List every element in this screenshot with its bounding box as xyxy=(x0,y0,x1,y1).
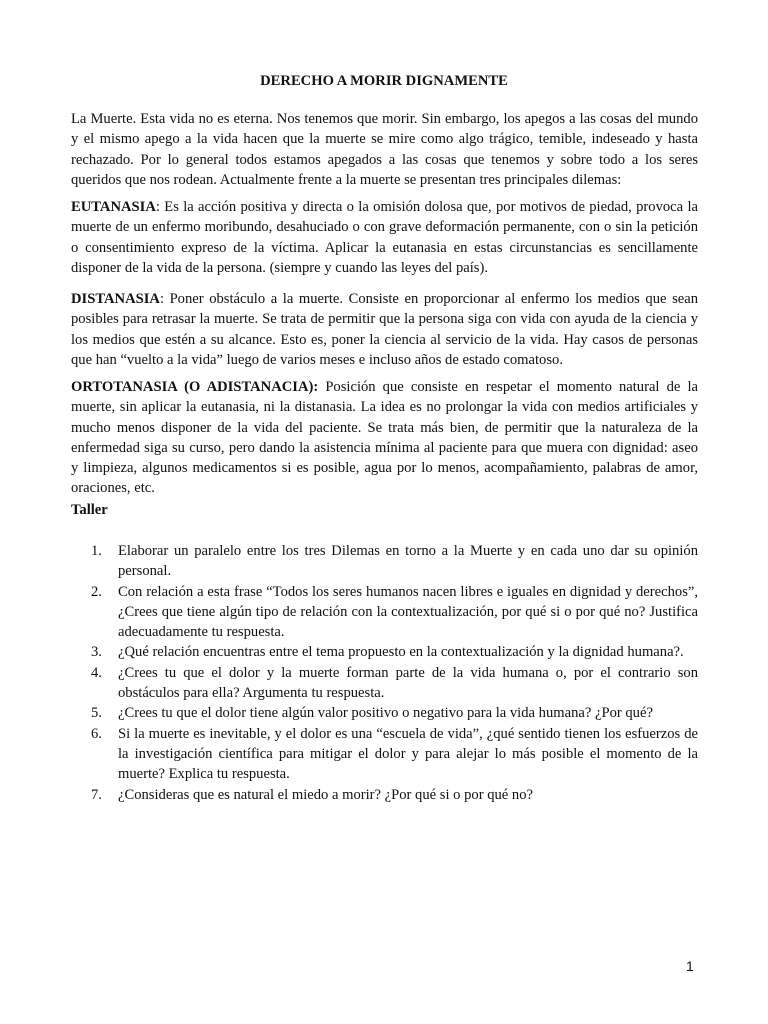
question-number: 6. xyxy=(91,725,102,742)
eutanasia-text: : Es la acción positiva y directa o la omisión dolosa que, por motivos de piedad, provoca la muerte de un enfermo moribundo, desahuciado o con grave deformación permanente, con o sin la petición o consentimiento expreso de la víctima. Aplicar la eutanasia en estas circunstancias es sencillamente disponer de la vida de la persona. (siempre y cuando las leyes del país). xyxy=(71,199,698,276)
question-text: Si la muerte es inevitable, y el dolor es una “escuela de vida”, ¿qué sentido tienen los esfuerzos de la investigación científica para mitigar el dolor y para alejar lo más posible el momento de la muerte? Explica tu respuesta. xyxy=(118,725,698,783)
ortotanasia-paragraph xyxy=(71,377,698,499)
question-text: ¿Crees tu que el dolor tiene algún valor positivo o negativo para la vida humana? ¿Por qué? xyxy=(118,705,653,722)
distanasia-term: DISTANASIA xyxy=(71,291,160,307)
question-text: ¿Consideras que es natural el miedo a morir? ¿Por qué si o por qué no? xyxy=(118,786,533,803)
question-item xyxy=(71,582,698,643)
distanasia-text: : Poner obstáculo a la muerte. Consiste en proporcionar al enfermo los medios que sean posibles para retrasar la muerte. Se trata de permitir que la persona siga con vida con ayuda de la ciencia y los medios que estén a su alcance. Esto es, poner la ciencia al servicio de la vida. Hay casos de personas que han “vuelto a la vida” luego de varios meses e incluso años de estado comatoso. xyxy=(71,291,698,368)
question-item xyxy=(71,785,698,805)
question-item xyxy=(71,541,698,582)
question-item xyxy=(71,724,698,785)
question-number: 4. xyxy=(91,664,102,681)
question-item xyxy=(71,642,698,662)
question-item xyxy=(71,703,698,723)
ortotanasia-term: ORTOTANASIA (O ADISTANACIA): xyxy=(71,379,319,395)
question-number: 5. xyxy=(91,705,102,722)
eutanasia-paragraph xyxy=(71,197,698,278)
ortotanasia-text: Posición que consiste en respetar el momento natural de la muerte, sin aplicar la eutanasia, ni la distanasia. La idea es no prolongar la vida con medios artificiales y mucho menos disponer de la vida del paciente. Se trata más bien, de permitir que la naturaleza de la enfermedad siga su curso, pero dando la asistencia mínima al paciente para que muera con dignidad: aseo y limpieza, algunos medicamentos si es posible, agua por lo menos, acompañamiento, palabras de amor, oraciones, etc. xyxy=(71,379,698,497)
distanasia-paragraph xyxy=(71,289,698,370)
intro-paragraph: La Muerte. Esta vida no es eterna. Nos tenemos que morir. Sin embargo, los apegos a las cosas del mundo y el mismo apego a la vida hacen que la muerte se mire como algo trágico, temible, indeseado y hasta rechazado. Por lo general todos estamos apegados a las cosas que tenemos y sobre todo a los seres queridos que nos rodean. Actualmente frente a la muerte se presentan tres principales dilemas: xyxy=(71,111,698,188)
question-number: 1. xyxy=(91,543,102,559)
question-text: ¿Qué relación encuentras entre el tema propuesto en la contextualización y la dignidad humana?. xyxy=(118,644,684,661)
eutanasia-term: EUTANASIA xyxy=(71,199,156,215)
question-text: Elaborar un paralelo entre los tres Dilemas en torno a la Muerte y en cada uno dar su opinión personal. xyxy=(118,543,698,580)
page-number: 1 xyxy=(686,958,694,974)
question-item xyxy=(71,663,698,704)
question-text: Con relación a esta frase “Todos los seres humanos nacen libres e iguales en dignidad y derechos”, ¿Crees que tiene algún tipo de relación con la contextualización, por qué si o por qué no? Justifica adecuadamente tu respuesta. xyxy=(118,583,698,641)
question-number: 3. xyxy=(91,644,102,661)
taller-heading: Taller xyxy=(71,502,108,518)
question-text: ¿Crees tu que el dolor y la muerte forman parte de la vida humana o, por el contrario son obstáculos para ella? Argumenta tu respuesta. xyxy=(118,664,698,702)
question-number: 2. xyxy=(91,583,102,600)
question-number: 7. xyxy=(91,786,102,803)
question-list xyxy=(71,541,698,805)
document-title: DERECHO A MORIR DIGNAMENTE xyxy=(260,73,508,89)
